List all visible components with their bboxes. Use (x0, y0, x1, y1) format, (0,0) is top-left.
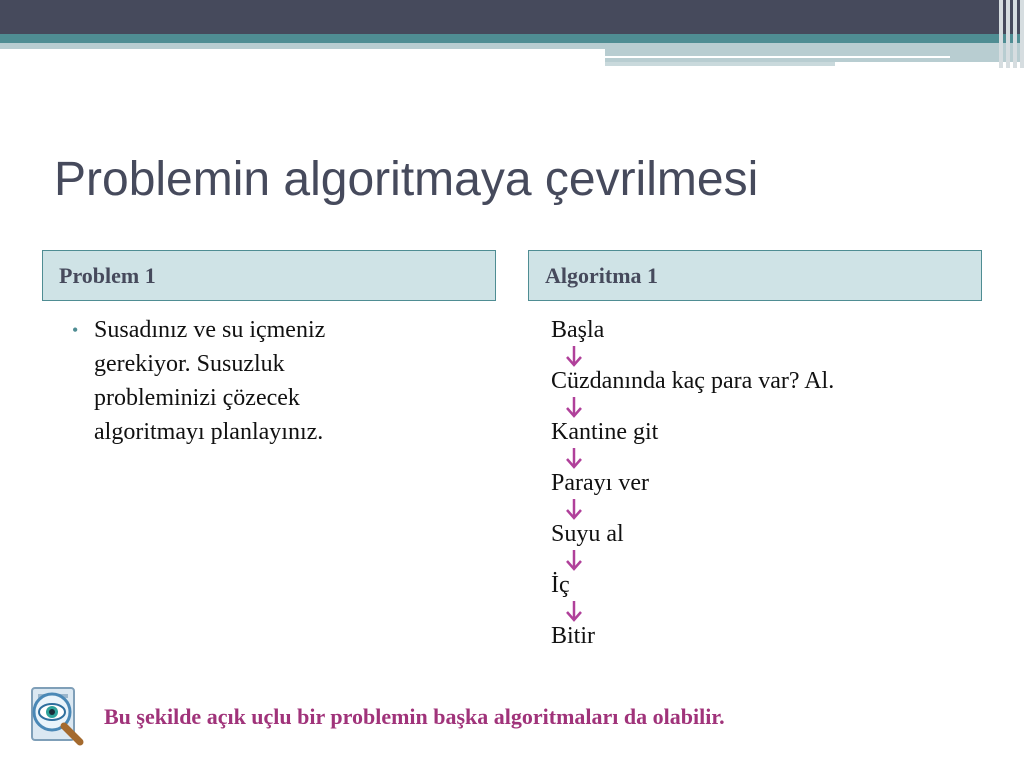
problem-text-block (72, 313, 402, 449)
bullet-icon: • (72, 320, 79, 340)
algorithm-step: Kantine git (551, 419, 659, 445)
algorithm-step: Cüzdanında kaç para var? Al. (551, 368, 835, 394)
top-banner-step-line (605, 62, 835, 66)
algorithm-step: Suyu al (551, 521, 624, 547)
bottom-note: Bu şekilde açık uçlu bir problemin başka algoritmaları da olabilir. (104, 704, 725, 729)
top-banner-divider (605, 56, 950, 58)
algorithm-step: Bitir (551, 623, 596, 649)
problem-header: Problem 1 (42, 250, 496, 301)
algorithm-step: İç (551, 572, 570, 598)
algorithm-header: Algoritma 1 (528, 250, 982, 301)
corner-stripes (994, 0, 1024, 68)
slide-title: Problemin algoritmaya çevrilmesi (54, 153, 759, 206)
algorithm-step: Parayı ver (551, 470, 649, 496)
algorithm-step: Başla (551, 317, 605, 343)
eye-magnifier-document-icon (22, 684, 88, 746)
problem-text: Susadınız ve su içmeniz gerekiyor. Susuzluk probleminizi çözecek algoritmayı planlayınız. (94, 317, 326, 445)
top-banner-dark (0, 0, 1024, 34)
top-banner-teal (0, 34, 1024, 43)
